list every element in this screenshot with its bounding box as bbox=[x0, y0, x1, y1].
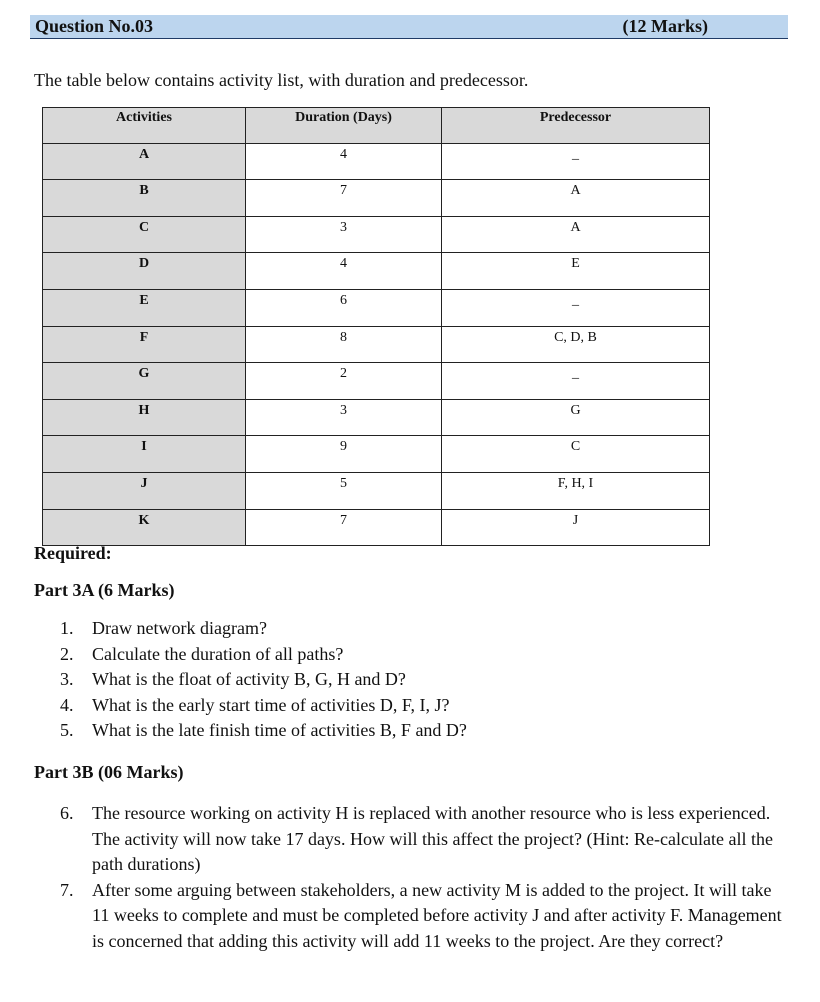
activity-cell: I bbox=[43, 436, 246, 473]
predecessor-cell: G bbox=[442, 399, 710, 436]
item-text: What is the early start time of activities D, F, I, J? bbox=[92, 694, 450, 715]
item-text: Draw network diagram? bbox=[92, 618, 267, 638]
item-text: What is the float of activity B, G, H and D? bbox=[92, 669, 406, 689]
table-row bbox=[43, 216, 710, 253]
predecessor-cell: _ bbox=[442, 289, 710, 326]
table-row bbox=[43, 436, 710, 473]
part-a-list bbox=[60, 616, 467, 744]
duration-cell: 9 bbox=[246, 436, 442, 473]
table-row bbox=[43, 289, 710, 326]
list-item bbox=[60, 878, 790, 955]
activity-cell: H bbox=[43, 399, 246, 436]
duration-cell: 4 bbox=[246, 143, 442, 180]
activity-cell: K bbox=[43, 509, 246, 546]
item-number: 2. bbox=[60, 643, 74, 664]
table-row bbox=[43, 180, 710, 217]
list-item bbox=[60, 667, 467, 693]
table-row bbox=[43, 509, 710, 546]
activity-cell: D bbox=[43, 253, 246, 290]
predecessor-cell: _ bbox=[442, 143, 710, 180]
part-b-title: Part 3B (06 Marks) bbox=[34, 762, 184, 782]
table-row bbox=[43, 143, 710, 180]
list-item bbox=[60, 801, 790, 878]
duration-cell: 3 bbox=[246, 399, 442, 436]
item-text: After some arguing between stakeholders, a new activity M is added to the project. It will take 11 weeks to complete and must be completed before activity J and after activity F. Management is concerned that adding this activity will add 11 weeks to the project. Are they correct? bbox=[92, 879, 782, 951]
activity-cell: G bbox=[43, 363, 246, 400]
duration-cell: 7 bbox=[246, 509, 442, 546]
item-number: 5. bbox=[60, 720, 74, 740]
duration-cell: 8 bbox=[246, 326, 442, 363]
duration-cell: 3 bbox=[246, 216, 442, 253]
part-a-title: Part 3A (6 Marks) bbox=[34, 580, 175, 600]
item-text: Calculate the duration of all paths? bbox=[92, 643, 344, 664]
list-item bbox=[60, 616, 467, 642]
predecessor-cell: J bbox=[442, 509, 710, 546]
activity-cell: A bbox=[43, 143, 246, 180]
duration-cell: 6 bbox=[246, 289, 442, 326]
item-text: The resource working on activity H is replaced with another resource who is less experienced. The activity will now take 17 days. How will this affect the project? (Hint: Re-calculate all the path durations) bbox=[92, 803, 773, 874]
required-heading: Required: bbox=[34, 543, 112, 563]
table-row bbox=[43, 326, 710, 363]
predecessor-cell: _ bbox=[442, 363, 710, 400]
duration-cell: 7 bbox=[246, 180, 442, 217]
predecessor-cell: A bbox=[442, 180, 710, 217]
header-activities: Activities bbox=[43, 108, 246, 144]
part-b-list bbox=[60, 801, 790, 954]
activity-cell: J bbox=[43, 472, 246, 509]
predecessor-cell: A bbox=[442, 216, 710, 253]
duration-cell: 5 bbox=[246, 472, 442, 509]
activity-cell: B bbox=[43, 180, 246, 217]
activity-table bbox=[42, 107, 710, 546]
table-row bbox=[43, 363, 710, 400]
question-header bbox=[30, 15, 788, 39]
question-marks: (12 Marks) bbox=[622, 16, 708, 36]
predecessor-cell: F, H, I bbox=[442, 472, 710, 509]
table-row bbox=[43, 472, 710, 509]
predecessor-cell: E bbox=[442, 253, 710, 290]
duration-cell: 2 bbox=[246, 363, 442, 400]
activity-cell: F bbox=[43, 326, 246, 363]
predecessor-cell: C bbox=[442, 436, 710, 473]
header-predecessor: Predecessor bbox=[442, 108, 710, 144]
list-item bbox=[60, 642, 467, 668]
intro-text: The table below contains activity list, with duration and predecessor. bbox=[34, 70, 529, 90]
table-header-row bbox=[43, 108, 710, 144]
list-item bbox=[60, 693, 467, 719]
table-row bbox=[43, 253, 710, 290]
item-number: 7. bbox=[60, 879, 74, 900]
duration-cell: 4 bbox=[246, 253, 442, 290]
activity-cell: C bbox=[43, 216, 246, 253]
header-duration: Duration (Days) bbox=[246, 108, 442, 144]
item-number: 6. bbox=[60, 803, 74, 823]
item-number: 4. bbox=[60, 694, 74, 715]
table-row bbox=[43, 399, 710, 436]
list-item bbox=[60, 718, 467, 744]
predecessor-cell: C, D, B bbox=[442, 326, 710, 363]
activity-cell: E bbox=[43, 289, 246, 326]
question-title: Question No.03 bbox=[35, 16, 154, 36]
item-text: What is the late finish time of activities B, F and D? bbox=[92, 720, 467, 740]
item-number: 1. bbox=[60, 618, 74, 638]
item-number: 3. bbox=[60, 669, 74, 689]
